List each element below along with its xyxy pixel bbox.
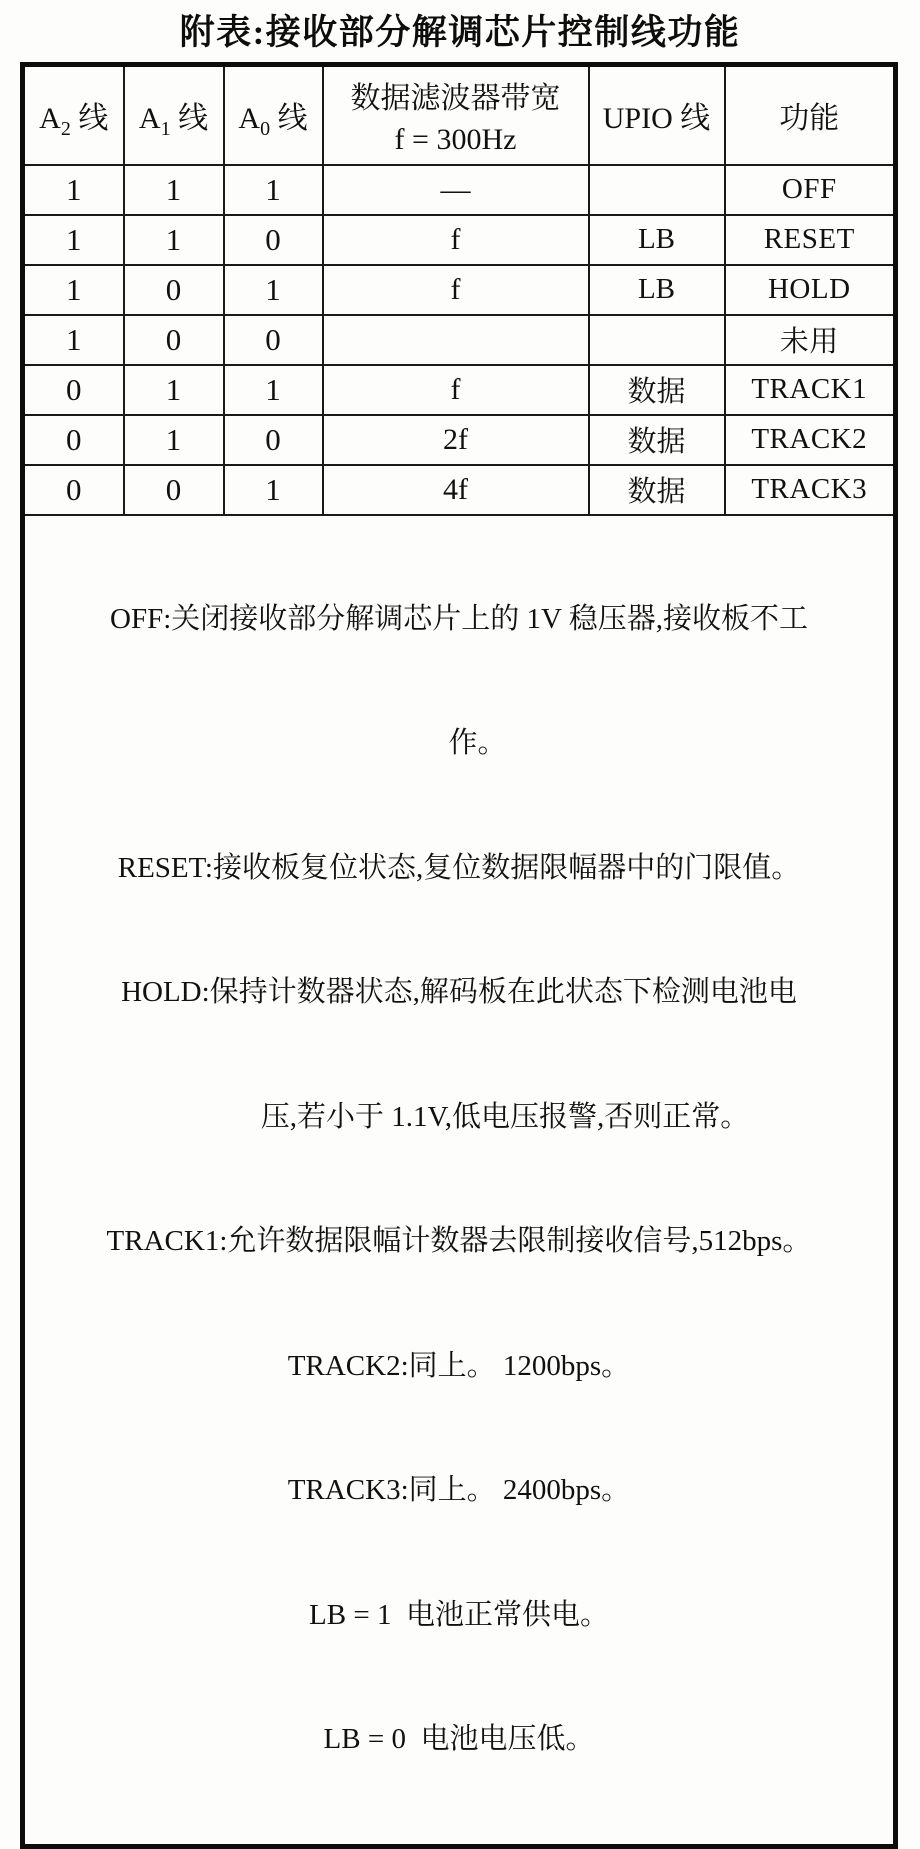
table-row [23,165,896,215]
cell-bandwidth: f [323,215,589,265]
column-header-function: 功能 [725,65,896,165]
cell-a1: 1 [124,165,224,215]
cell-a0: 0 [224,415,323,465]
cell-bandwidth: 2f [323,415,589,465]
a2-base: A [39,102,61,136]
note-line-reset: RESET:接收板复位状态,复位数据限幅器中的门限值。 [117,851,801,884]
cell-upio: LB [589,215,725,265]
cell-a2: 1 [23,315,124,365]
control-line-function-table [20,62,898,1849]
bandwidth-header-line2: f = 300Hz [394,123,517,157]
a1-base: A [138,102,161,136]
cell-a2: 0 [23,365,124,415]
bandwidth-header-line1: 数据滤波器带宽 [350,82,561,116]
table-row [23,215,896,265]
cell-bandwidth: 4f [323,465,589,515]
note-line-off: OFF:关闭接收部分解调芯片上的 1V 稳压器,接收板不工 [110,602,808,635]
cell-a2: 1 [23,165,124,215]
cell-a1: 1 [124,415,224,465]
table-row [23,465,896,515]
cell-a1: 1 [124,215,224,265]
a1-subscript: 1 [160,118,171,141]
cell-bandwidth: f [323,365,589,415]
a1-suffix: 线 [170,102,209,136]
cell-a0: 1 [224,365,323,415]
cell-function: TRACK1 [725,365,896,415]
cell-upio: 数据 [589,365,725,415]
note-line-track3: TRACK3:同上。 2400bps。 [287,1474,631,1506]
column-header-bandwidth [323,65,589,165]
page-title: 附表:接收部分解调芯片控制线功能 [179,13,741,52]
a2-suffix: 线 [70,102,109,136]
cell-a1: 1 [124,365,224,415]
cell-a0: 1 [224,165,323,215]
note-line-hold-continuation: 压,若小于 1.1V,低电压报警,否则正常。 [260,1100,750,1133]
cell-bandwidth: f [323,265,589,315]
cell-function: OFF [725,165,896,215]
cell-function: 未用 [725,315,896,365]
table-row [23,415,896,465]
table-row [23,315,896,365]
notes-section [23,515,896,1847]
column-header-a0 [224,65,323,165]
cell-a1: 0 [124,265,224,315]
cell-a2: 1 [23,215,124,265]
cell-upio [589,165,725,215]
note-line-track2: TRACK2:同上。 1200bps。 [287,1349,631,1382]
cell-upio: 数据 [589,465,725,515]
cell-function: TRACK3 [725,465,896,515]
column-header-a1 [124,65,224,165]
cell-a0: 1 [224,265,323,315]
note-line-lb1: LB = 1 电池正常供电。 [309,1598,609,1631]
cell-a0: 1 [224,465,323,515]
cell-bandwidth: — [323,165,589,215]
a0-subscript: 0 [260,118,271,141]
cell-bandwidth [323,315,589,365]
cell-function: TRACK2 [725,415,896,465]
column-header-a2 [23,65,124,165]
cell-a2: 0 [23,465,124,515]
note-line-lb0: LB = 0 电池电压低。 [323,1723,595,1755]
table-row [23,365,896,415]
cell-a2: 1 [23,265,124,315]
a0-base: A [238,102,261,136]
cell-upio: 数据 [589,415,725,465]
note-line-track1: TRACK1:允许数据限幅计数器去限制接收信号,512bps。 [106,1225,812,1257]
a2-subscript: 2 [60,118,71,141]
cell-function: RESET [725,215,896,265]
cell-a2: 0 [23,415,124,465]
cell-upio [589,315,725,365]
cell-upio: LB [589,265,725,315]
cell-function: HOLD [725,265,896,315]
column-header-upio: UPIO 线 [589,65,725,165]
cell-a1: 0 [124,315,224,365]
note-line-hold: HOLD:保持计数器状态,解码板在此状态下检测电池电 [121,976,797,1008]
cell-a0: 0 [224,315,323,365]
a0-suffix: 线 [270,102,308,136]
note-line-off-continuation: 作。 [448,727,507,759]
cell-a1: 0 [124,465,224,515]
table-row [23,265,896,315]
cell-a0: 0 [224,215,323,265]
table-header-row [23,65,896,165]
notes-row [23,515,896,1847]
